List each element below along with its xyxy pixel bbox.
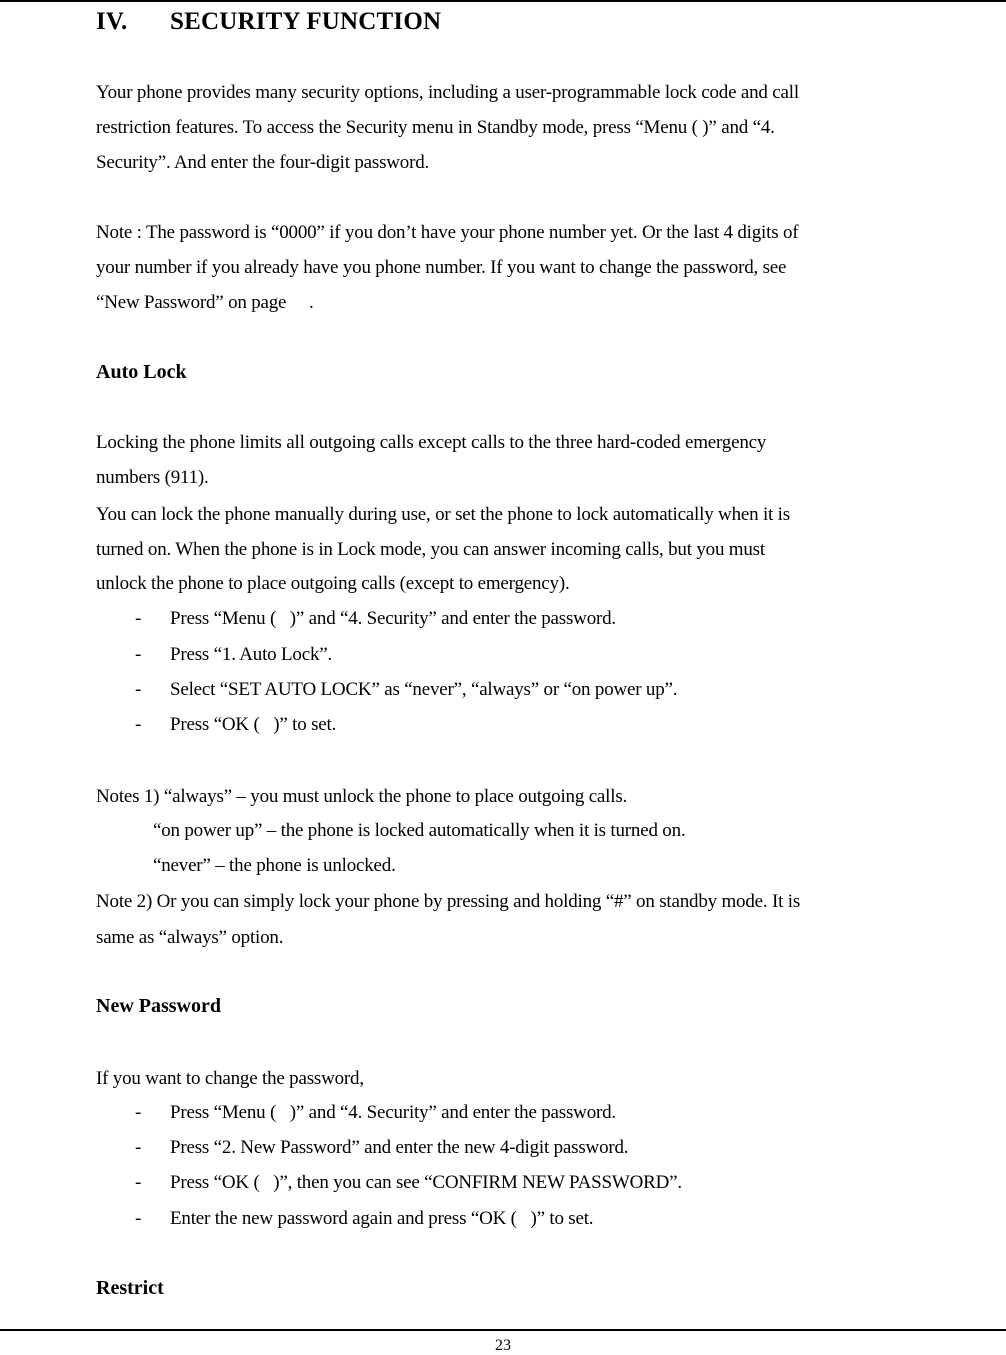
- step-bullet: -: [135, 644, 142, 665]
- restrict-heading: Restrict: [96, 1277, 164, 1299]
- auto-lock-note-1: Notes 1) “always” – you must unlock the phone to place outgoing calls.: [96, 786, 628, 807]
- intro-line-2: restriction features. To access the Security menu in Standby mode, press “Menu ( )” and “4.: [96, 117, 775, 138]
- auto-lock-body-1: Locking the phone limits all outgoing calls except calls to the three hard-coded emergency: [96, 432, 767, 453]
- new-password-step-4: Enter the new password again and press “OK ( )” to set.: [170, 1208, 594, 1229]
- auto-lock-body-4: turned on. When the phone is in Lock mode, you can answer incoming calls, but you must: [96, 539, 765, 560]
- note-line-3: “New Password” on page .: [96, 292, 314, 313]
- new-password-intro: If you want to change the password,: [96, 1068, 364, 1089]
- note-line-2: your number if you already have you phone number. If you want to change the password, see: [96, 257, 787, 278]
- auto-lock-step-4: Press “OK ( )” to set.: [170, 714, 337, 735]
- intro-line-3: Security”. And enter the four-digit password.: [96, 152, 430, 173]
- auto-lock-body-5: unlock the phone to place outgoing calls (except to emergency).: [96, 573, 570, 594]
- new-password-step-1: Press “Menu ( )” and “4. Security” and enter the password.: [170, 1102, 616, 1123]
- auto-lock-step-2: Press “1. Auto Lock”.: [170, 644, 333, 665]
- auto-lock-note-5: same as “always” option.: [96, 927, 284, 948]
- step-bullet: -: [135, 1172, 142, 1193]
- auto-lock-note-2: “on power up” – the phone is locked automatically when it is turned on.: [153, 820, 686, 841]
- step-bullet: -: [135, 714, 142, 735]
- auto-lock-body-3: You can lock the phone manually during use, or set the phone to lock automatically when it is: [96, 504, 790, 525]
- page-number: 23: [495, 1337, 511, 1354]
- section-title-text: SECURITY FUNCTION: [170, 8, 442, 35]
- intro-line-1: Your phone provides many security options, including a user-programmable lock code and call: [96, 82, 799, 103]
- section-number: IV.: [96, 8, 128, 35]
- new-password-step-3: Press “OK ( )”, then you can see “CONFIRM NEW PASSWORD”.: [170, 1172, 682, 1193]
- auto-lock-body-2: numbers (911).: [96, 467, 209, 488]
- auto-lock-step-1: Press “Menu ( )” and “4. Security” and enter the password.: [170, 608, 616, 629]
- step-bullet: -: [135, 1137, 142, 1158]
- auto-lock-note-4: Note 2) Or you can simply lock your phone by pressing and holding “#” on standby mode. It is: [96, 891, 801, 912]
- auto-lock-note-3: “never” – the phone is unlocked.: [153, 855, 396, 876]
- section-title: [96, 8, 441, 36]
- auto-lock-heading: Auto Lock: [96, 361, 187, 383]
- auto-lock-step-3: Select “SET AUTO LOCK” as “never”, “always” or “on power up”.: [170, 679, 678, 700]
- new-password-heading: New Password: [96, 995, 221, 1017]
- new-password-step-2: Press “2. New Password” and enter the new 4-digit password.: [170, 1137, 629, 1158]
- step-bullet: -: [135, 1208, 142, 1229]
- step-bullet: -: [135, 679, 142, 700]
- step-bullet: -: [135, 608, 142, 629]
- note-line-1: Note : The password is “0000” if you don’t have your phone number yet. Or the last 4 digits of: [96, 222, 799, 243]
- bottom-rule: [0, 1329, 1006, 1331]
- top-rule: [0, 0, 1006, 2]
- step-bullet: -: [135, 1102, 142, 1123]
